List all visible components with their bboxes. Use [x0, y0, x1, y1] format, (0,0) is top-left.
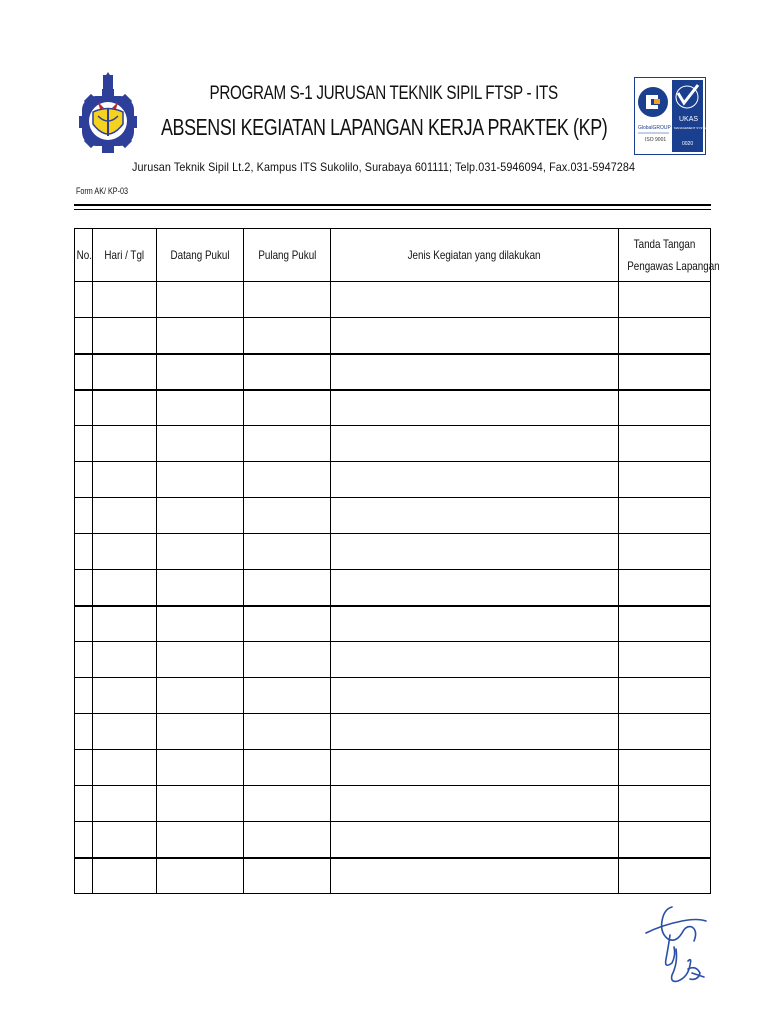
- table-cell: [75, 390, 93, 426]
- table-row: [75, 858, 711, 894]
- table-cell: [244, 678, 331, 714]
- table-cell: [244, 606, 331, 642]
- table-cell: [75, 570, 93, 606]
- handwritten-signature-icon: [642, 903, 710, 987]
- svg-text:MANAGEMENT SYSTEMS: MANAGEMENT SYSTEMS: [674, 126, 711, 130]
- table-cell: [157, 786, 244, 822]
- header-divider-thin: [74, 209, 711, 210]
- table-cell: [619, 570, 711, 606]
- table-row: [75, 534, 711, 570]
- table-cell: [75, 462, 93, 498]
- table-cell: [75, 354, 93, 390]
- table-cell: [157, 390, 244, 426]
- column-header-departure-time: Pulang Pukul: [244, 229, 331, 282]
- table-cell: [93, 498, 157, 534]
- table-cell: [157, 426, 244, 462]
- table-cell: [619, 354, 711, 390]
- table-cell: [93, 786, 157, 822]
- table-cell: [244, 642, 331, 678]
- table-cell: [93, 570, 157, 606]
- table-cell: [75, 282, 93, 318]
- table-cell: [244, 750, 331, 786]
- table-cell: [331, 426, 619, 462]
- table-row: [75, 354, 711, 390]
- table-cell: [157, 642, 244, 678]
- svg-text:0020: 0020: [682, 141, 694, 147]
- column-header-supervisor-signature: Tanda Tangan Pengawas Lapangan: [619, 229, 711, 282]
- table-cell: [331, 606, 619, 642]
- table-cell: [619, 642, 711, 678]
- table-cell: [75, 714, 93, 750]
- table-row: [75, 390, 711, 426]
- table-cell: [619, 750, 711, 786]
- table-cell: [244, 282, 331, 318]
- table-cell: [157, 462, 244, 498]
- table-row: [75, 642, 711, 678]
- table-cell: [93, 318, 157, 354]
- table-cell: [331, 822, 619, 858]
- table-cell: [619, 426, 711, 462]
- table-cell: [331, 750, 619, 786]
- table-cell: [331, 498, 619, 534]
- svg-text:ISO 9001: ISO 9001: [645, 137, 667, 143]
- table-row: [75, 570, 711, 606]
- table-cell: [619, 390, 711, 426]
- table-cell: [619, 606, 711, 642]
- table-row: [75, 714, 711, 750]
- table-cell: [93, 642, 157, 678]
- table-cell: [157, 318, 244, 354]
- table-cell: [75, 678, 93, 714]
- table-cell: [331, 678, 619, 714]
- address-line: Jurusan Teknik Sipil Lt.2, Kampus ITS Sukolilo, Surabaya 601111; Telp.031-5946094, Fax.031-5947284: [132, 160, 636, 174]
- column-header-date: Hari / Tgl: [93, 229, 157, 282]
- table-cell: [331, 642, 619, 678]
- table-cell: [331, 714, 619, 750]
- table-cell: [244, 390, 331, 426]
- table-cell: [619, 786, 711, 822]
- table-cell: [244, 354, 331, 390]
- table-cell: [75, 318, 93, 354]
- table-cell: [75, 534, 93, 570]
- table-cell: [157, 714, 244, 750]
- table-cell: [331, 390, 619, 426]
- table-cell: [75, 822, 93, 858]
- table-cell: [157, 678, 244, 714]
- table-cell: [619, 318, 711, 354]
- table-cell: [93, 606, 157, 642]
- header-divider-thick: [74, 204, 711, 206]
- form-title: ABSENSI KEGIATAN LAPANGAN KERJA PRAKTEK (KP): [160, 114, 608, 140]
- table-row: [75, 426, 711, 462]
- table-cell: [619, 462, 711, 498]
- table-cell: [93, 750, 157, 786]
- table-cell: [619, 282, 711, 318]
- table-cell: [331, 858, 619, 894]
- table-row: [75, 750, 711, 786]
- svg-text:GlobalGROUP: GlobalGROUP: [638, 125, 671, 131]
- table-cell: [619, 678, 711, 714]
- table-cell: [619, 822, 711, 858]
- table-cell: [244, 318, 331, 354]
- table-cell: [619, 714, 711, 750]
- table-cell: [75, 606, 93, 642]
- table-cell: [157, 750, 244, 786]
- table-cell: [331, 786, 619, 822]
- table-cell: [157, 282, 244, 318]
- column-header-arrival-time: Datang Pukul: [157, 229, 244, 282]
- table-cell: [93, 678, 157, 714]
- table-cell: [75, 426, 93, 462]
- program-title: PROGRAM S-1 JURUSAN TEKNIK SIPIL FTSP - ITS: [209, 83, 559, 104]
- table-cell: [619, 858, 711, 894]
- svg-text:UKAS: UKAS: [679, 116, 699, 123]
- table-cell: [244, 462, 331, 498]
- attendance-table: [74, 228, 720, 900]
- table-cell: [75, 498, 93, 534]
- table-cell: [244, 714, 331, 750]
- table-cell: [619, 534, 711, 570]
- table-cell: [331, 354, 619, 390]
- table-cell: [157, 534, 244, 570]
- table-cell: [93, 462, 157, 498]
- table-cell: [157, 498, 244, 534]
- certification-logo-icon: [634, 77, 711, 155]
- table-cell: [244, 498, 331, 534]
- table-header-row: [75, 229, 711, 282]
- table-cell: [331, 462, 619, 498]
- table-cell: [244, 786, 331, 822]
- table-cell: [75, 642, 93, 678]
- table-cell: [157, 354, 244, 390]
- table-cell: [244, 534, 331, 570]
- table-cell: [157, 858, 244, 894]
- column-header-activity: Jenis Kegiatan yang dilakukan: [331, 229, 619, 282]
- column-header-no: No.: [75, 229, 93, 282]
- table-row: [75, 606, 711, 642]
- table-cell: [75, 858, 93, 894]
- table-cell: [93, 390, 157, 426]
- table-cell: [75, 750, 93, 786]
- table-cell: [331, 282, 619, 318]
- table-row: [75, 822, 711, 858]
- table-cell: [75, 786, 93, 822]
- table-cell: [619, 498, 711, 534]
- table-cell: [331, 534, 619, 570]
- table-row: [75, 786, 711, 822]
- table-row: [75, 498, 711, 534]
- table-cell: [93, 714, 157, 750]
- table-cell: [157, 606, 244, 642]
- table-cell: [244, 426, 331, 462]
- form-code: Form AK/ KP-03: [76, 186, 129, 196]
- table-row: [75, 282, 711, 318]
- table-cell: [93, 534, 157, 570]
- table-cell: [244, 822, 331, 858]
- table-cell: [93, 426, 157, 462]
- table-cell: [157, 570, 244, 606]
- table-cell: [331, 318, 619, 354]
- table-cell: [93, 354, 157, 390]
- table-cell: [244, 858, 331, 894]
- table-cell: [93, 822, 157, 858]
- table-row: [75, 678, 711, 714]
- table-cell: [244, 570, 331, 606]
- table-cell: [93, 282, 157, 318]
- table-cell: [331, 570, 619, 606]
- table-cell: [93, 858, 157, 894]
- table-row: [75, 318, 711, 354]
- table-cell: [157, 822, 244, 858]
- table-row: [75, 462, 711, 498]
